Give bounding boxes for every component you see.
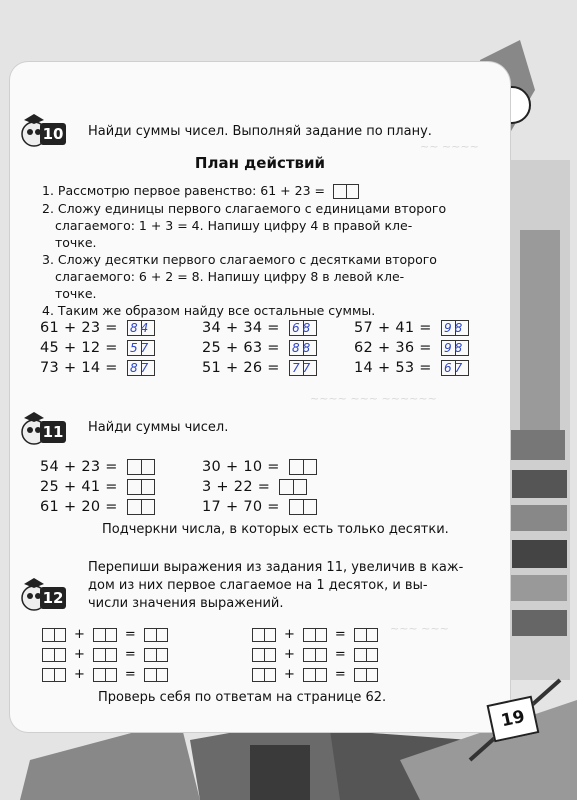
blank-expression-row: + = bbox=[42, 667, 168, 682]
blank-box[interactable] bbox=[144, 628, 168, 642]
task-11-note: Подчеркни числа, в которых есть только десятки. bbox=[102, 522, 449, 537]
task-number: 10 bbox=[40, 123, 66, 145]
answer-box[interactable] bbox=[127, 499, 155, 515]
answer-box[interactable] bbox=[333, 184, 359, 199]
blank-box[interactable] bbox=[354, 628, 378, 642]
blank-box[interactable] bbox=[42, 668, 66, 682]
task-badge-11 bbox=[20, 408, 64, 452]
worksheet-page: ~~ ~~~~ ~~~~ ~~~ ~~~~~~ ~~~ ~~~ 10 Найди суммы чисел. Выполняй задание по плану. План действий 1. Рассмотрю первое равенство: 61 + 23 = 2. Сложу единицы первого слагаемого с единицами второго слагаемого: 1 + 3 = 4. Напишу цифру 4 в правой кле- точке. 3. Сложу десятки первого слагаемого с десятками второго слагаемого: 6 + 2 = 8. Напишу цифру 8 в левой кле- точке. 4. Таким же образом найду все остальные суммы. 61 + 23 = 84 34 + 34 = 68 57 + 41 = 98 45 + 12 = 57 25 + 63 = 88 62 + 36 = 98 73 + 14 = 87 51 + 26 = 77 14 + 53 = 67 11 Найди суммы чисел. 54 + 23 = 30 + 10 = 25 + 41 = 3 + 22 = 61 + 20 = 17 + 70 = Подчеркни числа, в которых есть только десятки. 12 Перепиши выражения из задания 11, увеличив в каж- дом из них первое слагаемое на 1 десяток, и вы- числи значения выражений. + = + = + = + = + = + = Проверь себя по ответам на странице 62. bbox=[10, 62, 510, 732]
blank-expression-row: + = bbox=[42, 627, 168, 642]
step-text: 2. Сложу единицы первого слагаемого с единицами второго bbox=[42, 201, 447, 216]
blank-box[interactable] bbox=[303, 628, 327, 642]
answer-box[interactable] bbox=[289, 499, 317, 515]
plan-title: План действий bbox=[194, 154, 326, 172]
answer-box[interactable] bbox=[127, 479, 155, 495]
equation: 61 + 23 = 84 bbox=[40, 320, 155, 336]
answer-box[interactable] bbox=[127, 459, 155, 475]
blank-box[interactable] bbox=[93, 628, 117, 642]
task-badge-12 bbox=[20, 574, 64, 618]
equation: 3 + 22 = bbox=[202, 479, 307, 495]
task-number: 12 bbox=[40, 587, 66, 609]
blank-box[interactable] bbox=[303, 648, 327, 662]
answer-box[interactable]: 57 bbox=[127, 340, 155, 356]
step-text: точке. bbox=[55, 286, 97, 301]
equation: 54 + 23 = bbox=[40, 459, 155, 475]
equation: 45 + 12 = 57 bbox=[40, 340, 155, 356]
blank-box[interactable] bbox=[42, 628, 66, 642]
task-11-instruction: Найди суммы чисел. bbox=[88, 420, 229, 435]
blank-box[interactable] bbox=[93, 668, 117, 682]
blank-box[interactable] bbox=[354, 648, 378, 662]
answer-box[interactable] bbox=[289, 459, 317, 475]
blank-expression-row: + = bbox=[252, 667, 378, 682]
blank-box[interactable] bbox=[93, 648, 117, 662]
step-text: слагаемого: 6 + 2 = 8. Напишу цифру 8 в левой кле- bbox=[55, 269, 405, 284]
equation: 57 + 41 = 98 bbox=[354, 320, 469, 336]
blank-box[interactable] bbox=[303, 668, 327, 682]
equation: 30 + 10 = bbox=[202, 459, 317, 475]
answer-box[interactable]: 77 bbox=[289, 360, 317, 376]
task-12-instruction-line: числи значения выражений. bbox=[88, 596, 284, 611]
answer-box[interactable]: 84 bbox=[127, 320, 155, 336]
answer-box[interactable]: 88 bbox=[289, 340, 317, 356]
answer-box[interactable]: 98 bbox=[441, 320, 469, 336]
blank-box[interactable] bbox=[252, 668, 276, 682]
task-10-instruction: Найди суммы чисел. Выполняй задание по плану. bbox=[88, 124, 432, 139]
step-text: 3. Сложу десятки первого слагаемого с десятками второго bbox=[42, 252, 437, 267]
equation: 51 + 26 = 77 bbox=[202, 360, 317, 376]
blank-box[interactable] bbox=[252, 628, 276, 642]
blank-box[interactable] bbox=[252, 648, 276, 662]
step-text: точке. bbox=[55, 235, 97, 250]
blank-box[interactable] bbox=[144, 668, 168, 682]
answer-box[interactable]: 87 bbox=[127, 360, 155, 376]
task-12-instruction-line: дом из них первое слагаемое на 1 десяток, и вы- bbox=[88, 578, 428, 593]
answer-box[interactable]: 98 bbox=[441, 340, 469, 356]
blank-box[interactable] bbox=[354, 668, 378, 682]
blank-box[interactable] bbox=[42, 648, 66, 662]
check-answers-note: Проверь себя по ответам на странице 62. bbox=[98, 690, 387, 705]
answer-box[interactable] bbox=[279, 479, 307, 495]
answer-box[interactable]: 67 bbox=[441, 360, 469, 376]
equation: 14 + 53 = 67 bbox=[354, 360, 469, 376]
equation: 73 + 14 = 87 bbox=[40, 360, 155, 376]
step-text: 4. Таким же образом найду все остальные суммы. bbox=[42, 303, 376, 318]
task-12-instruction-line: Перепиши выражения из задания 11, увеличив в каж- bbox=[88, 560, 464, 575]
step-text: слагаемого: 1 + 3 = 4. Напишу цифру 4 в правой кле- bbox=[55, 218, 413, 233]
task-number: 11 bbox=[40, 421, 66, 443]
equation: 62 + 36 = 98 bbox=[354, 340, 469, 356]
equation: 17 + 70 = bbox=[202, 499, 317, 515]
step-text: 1. Рассмотрю первое равенство: 61 + 23 = bbox=[42, 183, 325, 198]
blank-box[interactable] bbox=[144, 648, 168, 662]
equation: 25 + 41 = bbox=[40, 479, 155, 495]
blank-expression-row: + = bbox=[252, 627, 378, 642]
answer-box[interactable]: 68 bbox=[289, 320, 317, 336]
page-number: 19 bbox=[487, 696, 540, 743]
blank-expression-row: + = bbox=[252, 647, 378, 662]
blank-expression-row: + = bbox=[42, 647, 168, 662]
equation: 25 + 63 = 88 bbox=[202, 340, 317, 356]
equation: 61 + 20 = bbox=[40, 499, 155, 515]
task-badge-10 bbox=[20, 110, 64, 154]
equation: 34 + 34 = 68 bbox=[202, 320, 317, 336]
